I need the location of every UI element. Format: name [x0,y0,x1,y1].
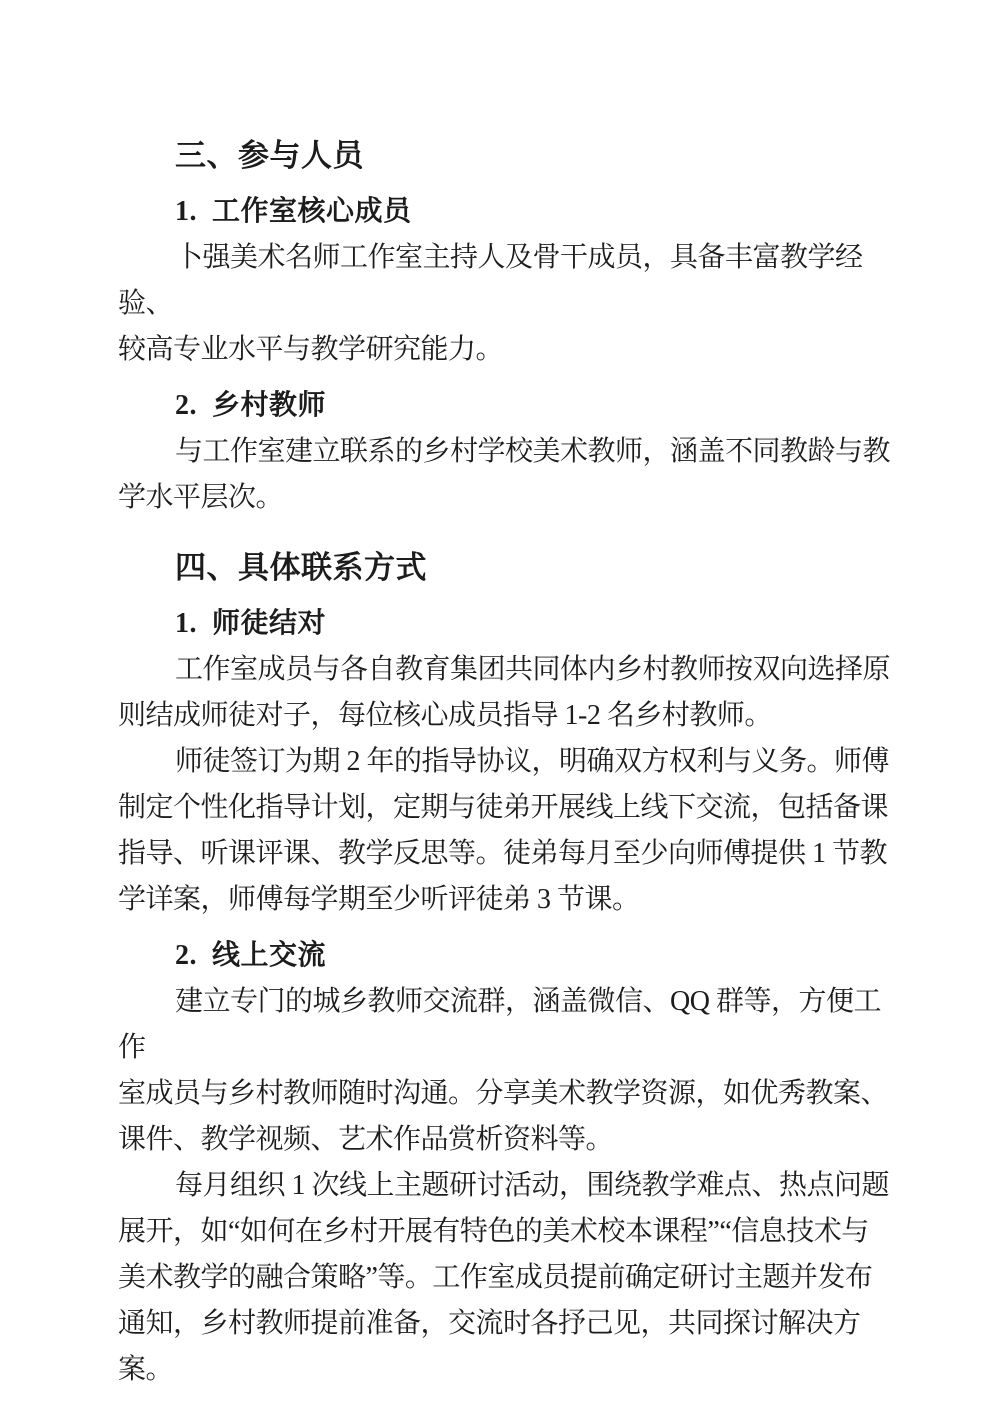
text-line: 室成员与乡村教师随时沟通。分享美术教学资源，如优秀教案、 [118,1078,889,1109]
text-line: 较高专业水平与教学研究能力。 [118,334,504,365]
section-heading-3: 三、参与人员 [175,138,364,173]
text-line: 师徒签订为期 2 年的指导协议，明确双方权利与义务。师傅 [175,746,890,777]
text-line: 则结成师徒对子，每位核心成员指导 1-2 名乡村教师。 [118,700,772,731]
text-line: 学水平层次。 [118,482,284,513]
subsection-title-mentor-pairing: 1. 师徒结对 [175,608,327,639]
text-line: 工作室成员与各自教育集团共同体内乡村教师按双向选择原 [175,654,891,685]
text-line: 展开，如“如何在乡村开展有特色的美术校本课程”“信息技术与 [118,1216,869,1247]
text-line: 学详案，师傅每学期至少听评徒弟 3 节课。 [118,884,640,915]
text-line: 课件、教学视频、艺术作品赏析资料等。 [118,1124,614,1155]
text-line: 美术教学的融合策略”等。工作室成员提前确定研讨主题并发布 [118,1262,873,1293]
subsection-title-online-exchange: 2. 线上交流 [175,940,327,971]
text-line: 与工作室建立联系的乡村学校美术教师，涵盖不同教龄与教 [175,436,891,467]
text-line: 制定个性化指导计划，定期与徒弟开展线上线下交流，包括备课 [118,792,889,823]
text-line: 通知，乡村教师提前准备，交流时各抒己见，共同探讨解决方案。 [118,1308,861,1385]
text-line: 每月组织 1 次线上主题研讨活动，围绕教学难点、热点问题 [175,1170,890,1201]
subsection-title-rural-teachers: 2. 乡村教师 [175,390,327,421]
text-line: 卜强美术名师工作室主持人及骨干成员，具备丰富教学经验、 [118,242,863,319]
subsection-title-core-members: 1. 工作室核心成员 [175,196,412,227]
text-line: 指导、听课评课、教学反思等。徒弟每月至少向师傅提供 1 节教 [118,838,888,869]
text-line: 建立专门的城乡教师交流群，涵盖微信、QQ 群等，方便工作 [118,986,881,1063]
section-heading-4: 四、具体联系方式 [175,550,427,585]
